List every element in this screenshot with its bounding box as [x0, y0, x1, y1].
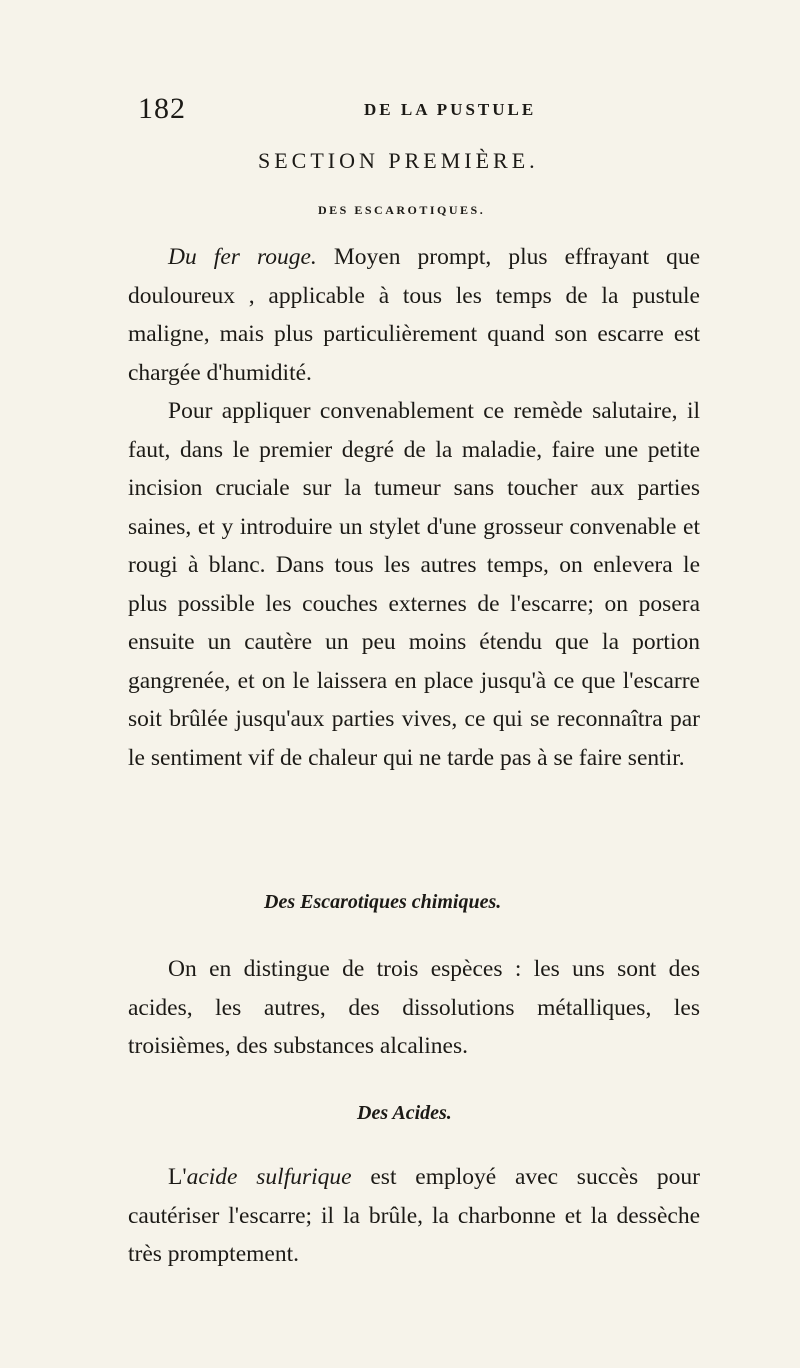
paragraph-text: On en distingue de trois espèces : les uns sont des acides, les autres, des dissolutions métalliques, les troisièmes, des substances alcalines.: [128, 956, 700, 1059]
running-title: DE LA PUSTULE: [364, 100, 537, 119]
paragraph-application: [128, 392, 700, 777]
paragraph-text: Pour appliquer convenablement ce remède salutaire, il faut, dans le premier degré de la maladie, faire une petite incision cruciale sur la tumeur sans toucher aux parties saines, et y introduire un stylet d'une grosseur convenable et rougi à blanc. Dans tous les autres temps, on enlevera le plus possible les couches externes de l'escarre; on posera ensuite un cautère un peu moins étendu que la portion gangrenée, et on le laissera en place jusqu'à ce que l'escarre soit brûlée jusqu'aux parties vives, ce qui se reconnaîtra par le sentiment vif de chaleur qui ne tarde pas à se faire sentir.: [128, 398, 700, 771]
paragraph-especes: [128, 950, 700, 1066]
running-head: [138, 92, 698, 125]
paragraph-text: Moyen prompt, plus effrayant que douloureux , applicable à tous les temps de la pustule maligne, mais plus particulièrement quand son escarre est chargée d'humidité.: [128, 244, 701, 386]
page-number: 182: [138, 92, 186, 125]
paragraph-fer-rouge: [128, 238, 700, 392]
heading-escarotiques-chimiques: Des Escarotiques chimiques.: [264, 891, 502, 913]
section-subtitle: DES ESCAROTIQUES.: [318, 203, 486, 217]
paragraph-lead-italic: Du fer rouge.: [168, 244, 317, 270]
heading-acides: Des Acides.: [357, 1102, 452, 1124]
section-title: SECTION PREMIÈRE.: [258, 148, 539, 173]
paragraph-text: est employé avec succès pour cautériser l'escarre; il la brûle, la charbonne et la dessèche très promptement.: [128, 1164, 700, 1267]
paragraph-acide-sulfurique: [128, 1158, 700, 1274]
paragraph-lead-italic: acide sulfurique: [186, 1164, 352, 1190]
paragraph-prefix: L': [168, 1164, 187, 1190]
